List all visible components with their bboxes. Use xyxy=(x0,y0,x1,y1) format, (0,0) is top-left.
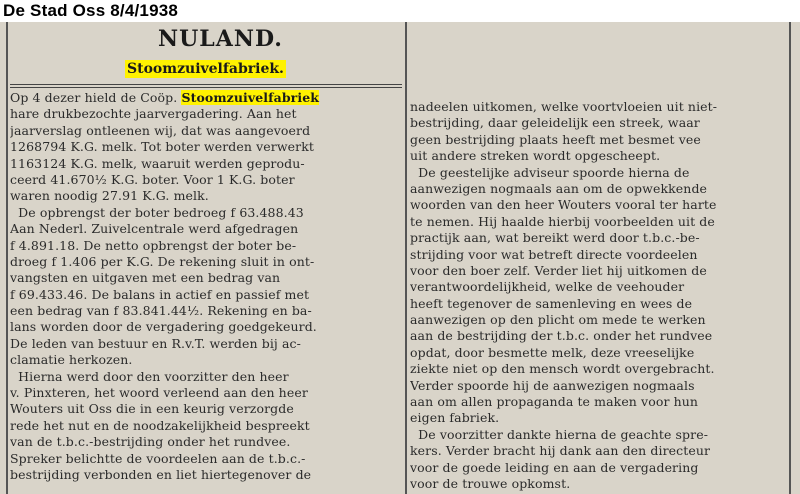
text-line: uit andere streken wordt opgescheept. xyxy=(410,148,661,164)
text-line: woorden van den heer Wouters vooral ter harte xyxy=(410,197,717,213)
article-column-1 xyxy=(10,90,402,483)
source-caption: De Stad Oss 8/4/1938 xyxy=(3,1,179,20)
text-line: f 4.891.18. De netto opbrengst der boter be- xyxy=(10,237,297,253)
newspaper-clipping xyxy=(0,22,800,494)
text-line: droeg f 1.406 per K.G. De rekening sluit in ont- xyxy=(10,253,315,269)
text-line: opdat, door besmette melk, deze vreeselijke xyxy=(410,344,695,360)
text-line: strijding voor wat betreft directe voordeelen xyxy=(410,246,698,262)
text-line: heeft tegenover de samenleving en wees de xyxy=(410,295,693,311)
column-divider xyxy=(405,22,407,494)
top-rule-left xyxy=(10,84,402,85)
column-1-lines xyxy=(10,106,402,483)
text-line: jaarverslag ontleenen wij, dat was aangevoerd xyxy=(10,122,311,138)
text-line: vangsten en uitgaven met een bedrag van xyxy=(10,270,281,286)
text-line: De leden van bestuur en R.v.T. werden bij ac- xyxy=(10,335,301,351)
text-line: Aan Nederl. Zuivelcentrale werd afgedragen xyxy=(10,221,299,237)
text-line: waren noodig 27.91 K.G. melk. xyxy=(10,188,209,204)
text-line: te nemen. Hij haalde hierbij voorbeelden uit de xyxy=(410,213,715,229)
first-line-prefix: Op 4 dezer hield de Coöp. xyxy=(10,90,182,105)
text-line: aanwezigen op den plicht om mede te werken xyxy=(410,312,706,328)
text-line: rede het nut en de noodzakelijkheid bespreekt xyxy=(10,417,310,433)
text-line: een bedrag van f 83.841.44½. Rekening en ba- xyxy=(10,303,312,319)
text-line: bestrijding verbonden en liet hiertegenover de xyxy=(10,466,312,482)
text-line: Wouters uit Oss die in een keurig verzorgde xyxy=(10,401,294,417)
left-column-border xyxy=(6,22,8,494)
text-line: ziekte niet op den mensch wordt overgebracht. xyxy=(410,361,715,377)
text-line: nadeelen uitkomen, welke voortvloeien uit niet- xyxy=(410,99,718,114)
text-line: clamatie herkozen. xyxy=(10,352,133,368)
top-rule-left-2 xyxy=(10,87,402,88)
text-line: De voorzitter dankte hierna de geachte spre- xyxy=(410,426,709,442)
text-line: aan om allen propaganda te maken voor hun xyxy=(410,394,699,410)
text-line: voor de trouwe opkomst. xyxy=(410,475,571,491)
text-line: Spreker belichtte de voordeelen aan de t.b.c.- xyxy=(10,450,306,466)
text-line: kers. Verder bracht hij dank aan den directeur xyxy=(410,443,711,459)
article-subheading: Stoomzuivelfabriek. xyxy=(127,61,284,77)
text-line: ceerd 41.670½ K.G. boter. Voor 1 K.G. boter xyxy=(10,171,295,187)
text-line: lans worden door de vergadering goedgekeurd. xyxy=(10,319,317,335)
text-line: bestrijding, daar geleidelijk een streek, waar xyxy=(410,115,700,131)
right-column-border xyxy=(789,22,791,494)
text-line: aan de bestrijding der t.b.c. onder het rundvee xyxy=(410,328,713,344)
article-column-2 xyxy=(410,99,786,492)
text-line: van de t.b.c.-bestrijding onder het rundvee. xyxy=(10,434,291,450)
text-line: De geestelijke adviseur spoorde hierna de xyxy=(410,164,690,180)
text-line: practijk aan, wat bereikt werd door t.b.c.-be- xyxy=(410,230,700,246)
text-line: De opbrengst der boter bedroeg f 63.488.43 xyxy=(10,204,304,220)
column-1-first-line xyxy=(10,90,402,106)
text-line: voor den boer zelf. Verder liet hij uitkomen de xyxy=(410,262,707,278)
article-heading: NULAND. xyxy=(158,26,283,52)
text-line: f 69.433.46. De balans in actief en passief met xyxy=(10,286,310,302)
text-line: eigen fabriek. xyxy=(410,410,500,426)
text-line: voor de goede leiding en aan de vergadering xyxy=(410,459,699,475)
text-line: Hierna werd door den voorzitter den heer xyxy=(10,368,289,384)
highlighted-term: Stoomzuivelfabriek xyxy=(181,90,320,105)
text-line: 1268794 K.G. melk. Tot boter werden verwerkt xyxy=(10,139,314,155)
text-line: Verder spoorde hij de aanwezigen nogmaals xyxy=(410,377,695,393)
text-line: verantwoordelijkheid, welke de veehouder xyxy=(410,279,685,295)
text-line: v. Pinxteren, het woord verleend aan den heer xyxy=(10,385,308,401)
text-line: geen bestrijding plaats heeft met besmet vee xyxy=(410,131,701,147)
text-line: aanwezigen nogmaals aan om de opwekkende xyxy=(410,180,708,196)
column-2-lines xyxy=(410,99,786,492)
text-line: hare drukbezochte jaarvergadering. Aan het xyxy=(10,106,297,122)
text-line: 1163124 K.G. melk, waaruit werden geprodu- xyxy=(10,155,305,171)
